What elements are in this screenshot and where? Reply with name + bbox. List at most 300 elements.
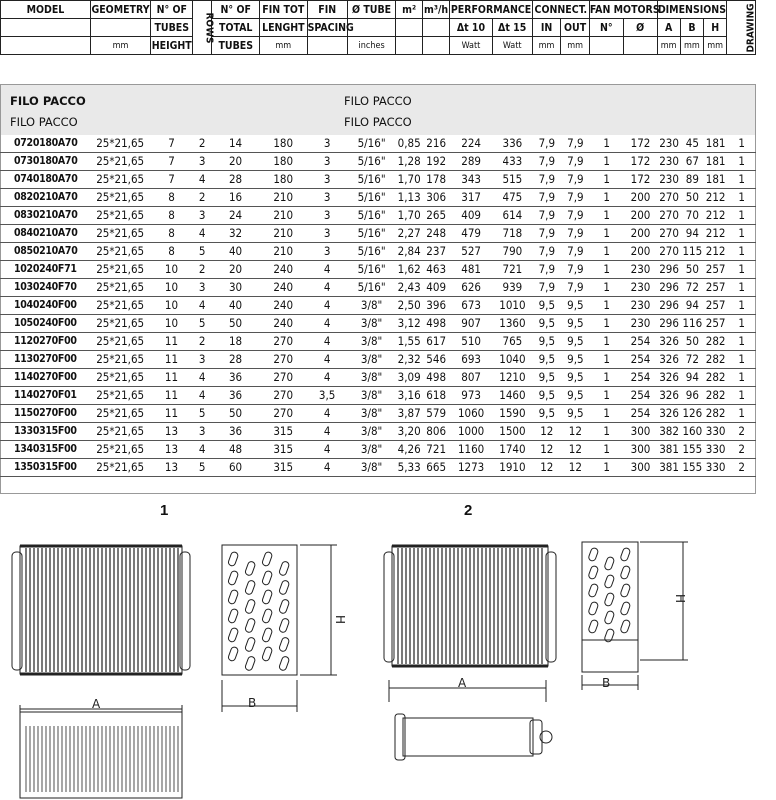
table-cell: 3/8" — [360, 388, 383, 402]
table-cell: 498 — [426, 316, 447, 330]
table-cell: 4 — [323, 424, 331, 438]
table-cell: 3 — [198, 208, 206, 222]
table-cell: 48 — [228, 442, 243, 456]
table-cell: 11 — [164, 370, 179, 384]
col-tubes-height-1: N° OF — [151, 1, 193, 19]
table-cell: 1590 — [499, 406, 526, 420]
table-cell: 2,84 — [397, 244, 421, 258]
table-cell: 4 — [323, 352, 331, 366]
table-cell: 12 — [568, 424, 582, 438]
table-cell: 3/8" — [360, 442, 383, 456]
table-row — [0, 135, 756, 153]
table-cell: 315 — [273, 424, 294, 438]
table-cell: 3,16 — [397, 388, 421, 402]
table-cell: 693 — [461, 352, 481, 366]
table-cell: 257 — [705, 280, 726, 294]
dim-a-label-1: A — [92, 697, 101, 711]
table-cell: 25*21,65 — [96, 388, 145, 402]
table-cell: 5 — [198, 460, 206, 474]
table-cell: 36 — [228, 424, 243, 438]
table-cell: 4 — [323, 460, 331, 474]
table-cell: 25*21,65 — [96, 172, 145, 186]
table-cell: 4 — [323, 298, 331, 312]
table-cell: 807 — [461, 370, 481, 384]
table-cell: 181 — [705, 136, 726, 150]
table-row — [0, 297, 756, 315]
table-cell: 50 — [685, 190, 699, 204]
coil-2-front-view — [384, 546, 556, 666]
table-cell: 617 — [426, 334, 447, 348]
model-cell: 1120270F00 — [14, 335, 77, 347]
table-cell: 230 — [630, 298, 651, 312]
table-cell: 210 — [273, 226, 294, 240]
table-cell: 336 — [502, 136, 523, 150]
table-cell: 7 — [168, 154, 175, 168]
table-cell: 25*21,65 — [96, 406, 145, 420]
table-cell: 270 — [659, 190, 679, 204]
dim-h-label-2: H — [673, 594, 687, 604]
table-cell: 5,33 — [397, 460, 421, 474]
model-cell: 1050240F00 — [14, 317, 77, 329]
table-cell: 614 — [502, 208, 523, 222]
table-cell: 230 — [659, 172, 679, 186]
table-cell: 4 — [198, 298, 206, 312]
table-cell: 8 — [168, 208, 175, 222]
table-cell: 230 — [659, 136, 679, 150]
drawing-2-label: 2 — [464, 502, 473, 519]
table-cell: 224 — [461, 136, 481, 150]
table-cell: 481 — [461, 262, 481, 276]
table-cell: 230 — [630, 262, 651, 276]
table-cell: 1160 — [457, 442, 485, 456]
table-cell: 381 — [659, 442, 679, 456]
spec-table-header — [0, 0, 756, 55]
table-cell: 32 — [228, 226, 243, 240]
table-cell: 3 — [323, 154, 331, 168]
table-cell: 25*21,65 — [96, 262, 145, 276]
table-cell: 1 — [738, 244, 745, 258]
table-cell: 5/16" — [357, 208, 386, 222]
section-label-left-1: FILO PACCO — [10, 94, 86, 108]
col-tube: Ø TUBE — [347, 1, 396, 19]
col-surface: m² — [396, 1, 422, 19]
table-cell: 10 — [164, 298, 179, 312]
table-cell: 172 — [630, 172, 651, 186]
table-cell: 7,9 — [538, 136, 556, 150]
table-cell: 3/8" — [360, 460, 383, 474]
table-cell: 4 — [198, 172, 206, 186]
col-fan-n: N° — [589, 19, 623, 37]
col-fin-length-2: LENGHT — [260, 19, 308, 37]
table-cell: 381 — [659, 460, 679, 474]
table-cell: 5/16" — [357, 226, 386, 240]
col-dim-a: A — [657, 19, 680, 37]
table-cell: 4 — [323, 280, 331, 294]
model-cell: 0840210A70 — [14, 227, 78, 239]
table-cell: 9,5 — [567, 352, 584, 366]
col-conn-out: OUT — [561, 19, 590, 37]
table-cell: 11 — [164, 334, 179, 348]
table-cell: 7,9 — [538, 208, 556, 222]
table-cell: 212 — [705, 208, 726, 222]
table-cell: 1460 — [499, 388, 526, 402]
table-cell: 254 — [630, 370, 651, 384]
table-cell: 200 — [630, 226, 651, 240]
table-cell: 192 — [426, 154, 447, 168]
table-cell: 10 — [164, 316, 179, 330]
table-cell: 1273 — [457, 460, 485, 474]
table-cell: 546 — [426, 352, 447, 366]
model-cell: 0830210A70 — [14, 209, 78, 221]
table-cell: 254 — [630, 406, 651, 420]
table-cell: 7,9 — [538, 244, 556, 258]
coil-1-top-view — [20, 705, 182, 798]
col-fin-length-1: FIN TOT — [260, 1, 308, 19]
table-cell: 18 — [228, 334, 243, 348]
table-cell: 1 — [738, 154, 745, 168]
table-cell: 4 — [323, 406, 331, 420]
coil-1-side-view — [222, 545, 337, 712]
table-cell: 1040 — [499, 352, 526, 366]
table-cell: 282 — [705, 352, 726, 366]
table-cell: 300 — [630, 460, 651, 474]
technical-drawings — [0, 530, 756, 800]
table-cell: 50 — [228, 316, 243, 330]
model-cell: 0850210A70 — [14, 245, 78, 257]
table-cell: 7,9 — [567, 154, 584, 168]
table-cell: 1 — [603, 172, 610, 186]
table-cell: 1 — [738, 226, 745, 240]
col-fin-spacing-1: FIN — [307, 1, 347, 19]
table-cell: 13 — [164, 424, 179, 438]
table-cell: 13 — [164, 442, 179, 456]
table-cell: 4 — [323, 262, 331, 276]
table-cell: 1360 — [499, 316, 526, 330]
model-cell: 1130270F00 — [14, 353, 77, 365]
table-cell: 4,26 — [397, 442, 421, 456]
dim-b-label-1: B — [248, 696, 257, 710]
table-cell: 382 — [659, 424, 679, 438]
table-cell: 270 — [273, 352, 294, 366]
table-cell: 9,5 — [538, 298, 556, 312]
table-cell: 270 — [273, 388, 294, 402]
table-cell: 216 — [426, 136, 447, 150]
table-cell: 12 — [568, 460, 582, 474]
table-cell: 409 — [426, 280, 447, 294]
table-cell: 2 — [738, 460, 745, 474]
table-cell: 25*21,65 — [96, 316, 145, 330]
col-tubes-height-2: TUBES — [151, 19, 193, 37]
table-cell: 806 — [426, 424, 447, 438]
table-cell: 343 — [461, 172, 481, 186]
model-cell: 1030240F70 — [14, 281, 77, 293]
table-cell: 1 — [738, 316, 745, 330]
table-cell: 510 — [461, 334, 481, 348]
table-cell: 289 — [461, 154, 481, 168]
table-cell: 907 — [461, 316, 481, 330]
table-cell: 36 — [228, 388, 243, 402]
table-cell: 8 — [168, 226, 175, 240]
table-cell: 270 — [273, 334, 294, 348]
col-connect: CONNECT. — [532, 1, 589, 19]
table-cell: 50 — [685, 334, 699, 348]
model-cell: 0740180A70 — [14, 173, 78, 185]
table-cell: 4 — [323, 334, 331, 348]
table-row — [0, 405, 756, 423]
col-performance: PERFORMANCE — [450, 1, 532, 19]
table-cell: 721 — [426, 442, 447, 456]
table-cell: 25*21,65 — [96, 352, 145, 366]
table-cell: 9,5 — [567, 316, 584, 330]
table-cell: 28 — [228, 172, 243, 186]
col-dim-b: B — [680, 19, 703, 37]
table-cell: 9,5 — [567, 388, 584, 402]
col-fan-d: Ø — [623, 19, 657, 37]
table-cell: 1 — [738, 352, 745, 366]
table-cell: 326 — [659, 370, 679, 384]
table-cell: 2,32 — [397, 352, 421, 366]
table-cell: 2,27 — [397, 226, 421, 240]
table-cell: 475 — [502, 190, 523, 204]
table-cell: 94 — [685, 226, 699, 240]
table-cell: 25*21,65 — [96, 136, 145, 150]
table-cell: 7,9 — [538, 226, 556, 240]
table-cell: 30 — [228, 280, 243, 294]
table-cell: 282 — [705, 406, 726, 420]
table-cell: 409 — [461, 208, 481, 222]
table-cell: 330 — [705, 460, 726, 474]
table-cell: 270 — [273, 406, 294, 420]
table-cell: 665 — [426, 460, 447, 474]
table-cell: 3 — [198, 280, 206, 294]
table-cell: 315 — [273, 442, 294, 456]
table-cell: 178 — [426, 172, 447, 186]
table-cell: 96 — [685, 388, 699, 402]
table-cell: 1,55 — [397, 334, 421, 348]
table-cell: 3 — [198, 154, 206, 168]
table-cell: 20 — [228, 262, 243, 276]
table-cell: 270 — [273, 370, 294, 384]
table-cell: 4 — [198, 388, 206, 402]
table-cell: 50 — [685, 262, 699, 276]
col-perf-dt10: Δt 10 — [450, 19, 492, 37]
table-cell: 8 — [168, 190, 175, 204]
table-cell: 9,5 — [538, 316, 556, 330]
table-cell: 1 — [738, 190, 745, 204]
table-cell: 25*21,65 — [96, 298, 145, 312]
table-cell: 3 — [323, 208, 331, 222]
table-cell: 5/16" — [357, 154, 386, 168]
table-cell: 626 — [461, 280, 481, 294]
table-cell: 200 — [630, 208, 651, 222]
table-cell: 4 — [198, 370, 206, 384]
col-volume: m³/h — [422, 1, 449, 19]
table-cell: 115 — [682, 244, 703, 258]
table-cell: 25*21,65 — [96, 190, 145, 204]
table-cell: 515 — [502, 172, 523, 186]
table-cell: 11 — [164, 352, 179, 366]
table-cell: 24 — [228, 208, 243, 222]
table-cell: 1 — [603, 298, 610, 312]
table-cell: 0,85 — [397, 136, 421, 150]
table-cell: 25*21,65 — [96, 424, 145, 438]
table-cell: 1010 — [499, 298, 526, 312]
table-cell: 9,5 — [538, 370, 556, 384]
table-cell: 1 — [603, 154, 610, 168]
table-cell: 36 — [228, 370, 243, 384]
table-cell: 1,70 — [397, 172, 421, 186]
table-cell: 25*21,65 — [96, 442, 145, 456]
table-cell: 9,5 — [567, 370, 584, 384]
table-row — [0, 459, 756, 477]
table-cell: 180 — [273, 172, 294, 186]
table-cell: 116 — [682, 316, 703, 330]
table-cell: 126 — [682, 406, 703, 420]
table-cell: 257 — [705, 316, 726, 330]
spec-data-table — [0, 135, 756, 477]
table-cell: 89 — [685, 172, 699, 186]
col-dim-h: H — [704, 19, 727, 37]
table-cell: 433 — [502, 154, 523, 168]
table-cell: 3/8" — [360, 370, 383, 384]
table-cell: 1 — [603, 262, 610, 276]
table-cell: 2 — [738, 442, 745, 456]
table-cell: 3 — [323, 244, 331, 258]
table-row — [0, 171, 756, 189]
table-cell: 210 — [273, 208, 294, 222]
table-cell: 7,9 — [567, 208, 584, 222]
table-cell: 9,5 — [538, 352, 556, 366]
table-cell: 4 — [198, 226, 206, 240]
dim-unit-a: mm — [657, 37, 680, 55]
table-cell: 2 — [198, 334, 206, 348]
col-total-tubes-1: N° OF — [212, 1, 260, 19]
model-cell: 1330315F00 — [14, 425, 77, 437]
table-cell: 4 — [323, 316, 331, 330]
table-cell: 3/8" — [360, 334, 383, 348]
table-cell: 1 — [603, 334, 610, 348]
table-cell: 5/16" — [357, 136, 386, 150]
table-cell: 3 — [323, 172, 331, 186]
dim-unit-b: mm — [680, 37, 703, 55]
table-cell: 5/16" — [357, 172, 386, 186]
table-cell: 1 — [738, 136, 745, 150]
table-cell: 210 — [273, 190, 294, 204]
table-cell: 7,9 — [567, 226, 584, 240]
table-cell: 257 — [705, 262, 726, 276]
conn-unit-out: mm — [561, 37, 590, 55]
model-cell: 0820210A70 — [14, 191, 78, 203]
table-cell: 9,5 — [538, 388, 556, 402]
dim-b-label-2: B — [602, 676, 611, 690]
table-cell: 282 — [705, 370, 726, 384]
coil-1-front-view — [12, 546, 190, 674]
dim-a-label-2: A — [458, 676, 467, 690]
table-cell: 3 — [198, 352, 206, 366]
table-cell: 1 — [603, 244, 610, 258]
table-cell: 326 — [659, 352, 679, 366]
table-cell: 25*21,65 — [96, 334, 145, 348]
table-cell: 45 — [685, 136, 699, 150]
col-total-tubes-3: TUBES — [212, 37, 260, 55]
table-cell: 212 — [705, 244, 726, 258]
section-label-left-2: FILO PACCO — [10, 115, 78, 129]
table-cell: 7,9 — [538, 154, 556, 168]
col-geometry: GEOMETRY — [90, 1, 150, 19]
table-cell: 326 — [659, 406, 679, 420]
table-row — [0, 225, 756, 243]
table-cell: 254 — [630, 334, 651, 348]
model-cell: 1140270F00 — [14, 371, 77, 383]
conn-unit-in: mm — [532, 37, 561, 55]
table-cell: 265 — [426, 208, 447, 222]
model-cell: 1020240F71 — [14, 263, 77, 275]
table-cell: 1 — [603, 442, 610, 456]
table-cell: 240 — [273, 298, 294, 312]
table-cell: 790 — [502, 244, 523, 258]
table-row — [0, 189, 756, 207]
table-cell: 3,5 — [318, 388, 336, 402]
table-cell: 330 — [705, 424, 726, 438]
table-cell: 463 — [426, 262, 447, 276]
table-cell: 94 — [685, 298, 699, 312]
table-cell: 2,50 — [397, 298, 421, 312]
table-cell: 1 — [603, 352, 610, 366]
table-cell: 13 — [164, 460, 179, 474]
table-cell: 25*21,65 — [96, 154, 145, 168]
table-row — [0, 315, 756, 333]
table-cell: 282 — [705, 388, 726, 402]
table-cell: 1 — [603, 280, 610, 294]
table-cell: 7,9 — [567, 280, 584, 294]
dim-h-label-1: H — [333, 615, 347, 625]
table-cell: 579 — [426, 406, 447, 420]
table-row — [0, 207, 756, 225]
table-cell: 25*21,65 — [96, 280, 145, 294]
table-cell: 1,13 — [397, 190, 421, 204]
col-perf-dt15: Δt 15 — [492, 19, 532, 37]
table-cell: 72 — [685, 280, 699, 294]
model-cell: 1150270F00 — [14, 407, 77, 419]
table-cell: 1 — [603, 424, 610, 438]
table-cell: 296 — [659, 316, 679, 330]
table-cell: 9,5 — [567, 406, 584, 420]
table-cell: 7 — [168, 172, 175, 186]
table-cell: 296 — [659, 298, 679, 312]
table-cell: 155 — [682, 442, 703, 456]
table-row — [0, 279, 756, 297]
table-cell: 7,9 — [567, 190, 584, 204]
table-cell: 7,9 — [567, 136, 584, 150]
table-cell: 618 — [426, 388, 447, 402]
table-cell: 1,28 — [397, 154, 421, 168]
table-cell: 1 — [603, 190, 610, 204]
table-cell: 326 — [659, 334, 679, 348]
table-cell: 3/8" — [360, 298, 383, 312]
table-cell: 270 — [659, 226, 679, 240]
drawing-1-label: 1 — [160, 502, 169, 519]
table-cell: 4 — [323, 442, 331, 456]
table-cell: 2,43 — [397, 280, 421, 294]
table-cell: 1,62 — [397, 262, 421, 276]
table-cell: 40 — [228, 244, 243, 258]
table-cell: 212 — [705, 190, 726, 204]
table-row — [0, 351, 756, 369]
table-cell: 5/16" — [357, 190, 386, 204]
table-cell: 9,5 — [567, 298, 584, 312]
table-cell: 296 — [659, 262, 679, 276]
col-dimensions: DIMENSIONS — [657, 1, 727, 19]
